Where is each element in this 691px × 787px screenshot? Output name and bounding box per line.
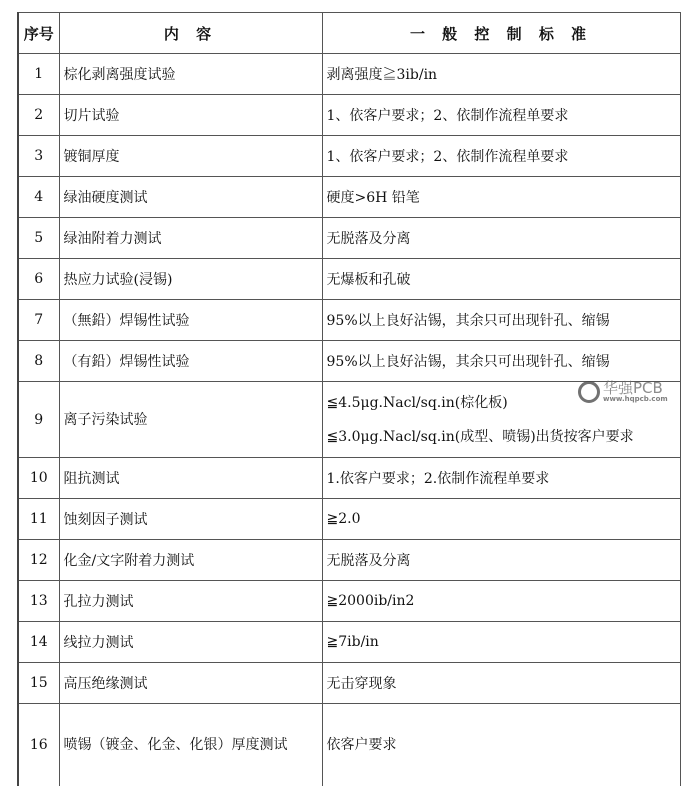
row-standard [322,458,680,499]
row-number: 13 [18,581,59,622]
row-number: 9 [18,382,59,458]
row-content: 绿油硬度测试 [59,177,322,218]
table-row [18,300,680,341]
row-content: （無鉛）焊锡性试验 [59,300,322,341]
row-content: 绿油附着力测试 [59,218,322,259]
table-row [18,341,680,382]
standard-line: 1.依客户要求；2.依制作流程单要求 [326,471,550,487]
standard-line: 依客户要求 [326,737,397,753]
standard-line: 剥离强度≧3ib/in [326,67,438,83]
row-number: 10 [18,458,59,499]
watermark-brand: 华强PCB [603,379,663,397]
row-number: 8 [18,341,59,382]
row-standard [322,341,680,382]
row-content: 线拉力测试 [59,622,322,663]
standard-line: 1、依客户要求；2、依制作流程单要求 [326,108,569,124]
table-row [18,540,680,581]
row-number: 16 [18,704,59,787]
row-number: 14 [18,622,59,663]
row-number: 1 [18,54,59,95]
row-standard [322,95,680,136]
row-standard [322,136,680,177]
standard-line: ≧2000ib/in2 [326,593,415,609]
standard-line: 1、依客户要求；2、依制作流程单要求 [326,149,569,165]
table-header-row [18,13,680,54]
header-content: 内 容 [59,13,322,54]
table-row [18,95,680,136]
row-number: 7 [18,300,59,341]
watermark [578,381,668,403]
row-standard [322,218,680,259]
row-standard [322,581,680,622]
standard-line: 95%以上良好沾锡，其余只可出现针孔、缩锡 [326,354,610,370]
row-content: 高压绝缘测试 [59,663,322,704]
table-row [18,218,680,259]
row-number: 12 [18,540,59,581]
table-row [18,663,680,704]
standard-line: ≧2.0 [326,511,361,527]
row-number: 2 [18,95,59,136]
standard-line: 无爆板和孔破 [326,272,411,288]
table-row [18,499,680,540]
standard-line: 无击穿现象 [326,676,397,692]
standard-line: 95%以上良好沾锡，其余只可出现针孔、缩锡 [326,313,610,329]
row-content: 热应力试验(浸锡) [59,259,322,300]
row-number: 6 [18,259,59,300]
watermark-url: www.hqpcb.com [603,395,668,403]
table-row [18,458,680,499]
table-row [18,622,680,663]
row-number: 15 [18,663,59,704]
table-row [18,177,680,218]
standard-line: ≦4.5μg.Nacl/sq.in(棕化板) [326,394,508,411]
row-standard [322,54,680,95]
row-standard [322,177,680,218]
table-row [18,581,680,622]
standard-line: ≦3.0μg.Nacl/sq.in(成型、喷锡)出货按客户要求 [326,428,634,445]
row-number: 3 [18,136,59,177]
row-number: 5 [18,218,59,259]
row-standard [322,540,680,581]
row-content: 切片试验 [59,95,322,136]
row-number: 4 [18,177,59,218]
table-row [18,259,680,300]
row-content: 蚀刻因子测试 [59,499,322,540]
row-number: 11 [18,499,59,540]
row-standard [322,300,680,341]
row-content: 化金/文字附着力测试 [59,540,322,581]
table-row [18,54,680,95]
row-standard [322,663,680,704]
table-row [18,704,680,787]
row-content: （有鉛）焊锡性试验 [59,341,322,382]
row-content: 镀铜厚度 [59,136,322,177]
row-standard [322,704,680,787]
row-content: 离子污染试验 [59,382,322,458]
standard-line: ≧7ib/in [326,634,379,650]
row-content: 阻抗测试 [59,458,322,499]
row-standard [322,622,680,663]
row-standard [322,499,680,540]
hqpcb-logo-icon [578,381,600,403]
header-no: 序号 [18,13,59,54]
row-content: 喷锡（镀金、化金、化银）厚度测试 [59,704,322,787]
standard-line: 无脱落及分离 [326,553,411,569]
row-standard [322,259,680,300]
row-content: 孔拉力测试 [59,581,322,622]
standard-line: 硬度>6H 铅笔 [326,190,420,206]
standard-line: 无脱落及分离 [326,231,411,247]
header-standard: 一 般 控 制 标 准 [322,13,680,54]
row-content: 棕化剥离强度试验 [59,54,322,95]
table-row [18,136,680,177]
